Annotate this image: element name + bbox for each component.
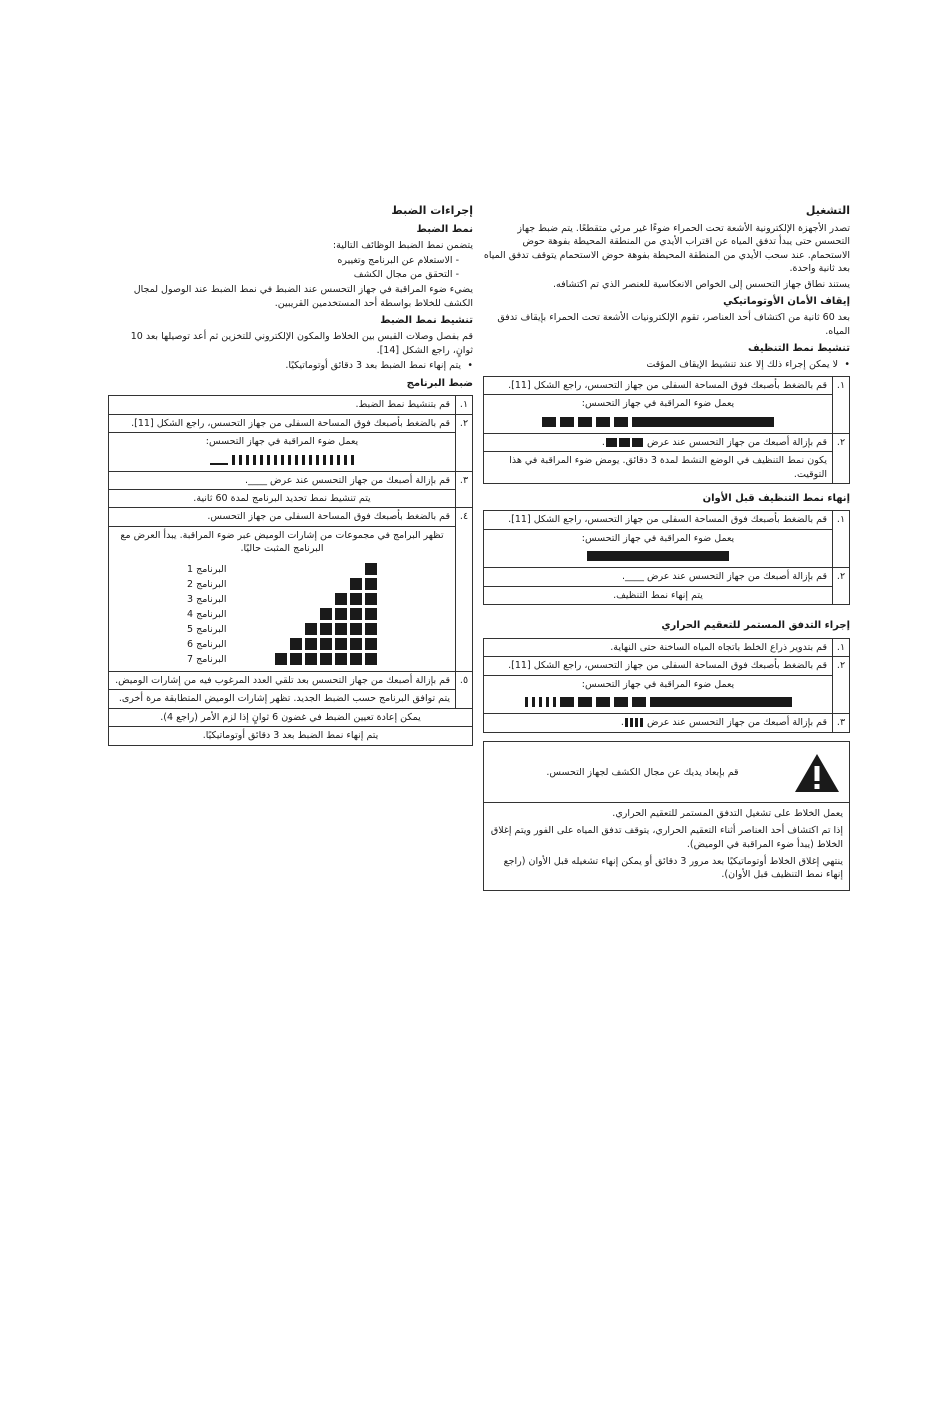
led-pattern [489,697,827,707]
led-segment [295,455,298,465]
step-text-part: قم بإزالة أصبعك من جهاز التحسس عند عرض [646,717,827,729]
mode-title: نمط الضبط [416,223,473,235]
led-segment [253,455,256,465]
table-row [484,529,850,567]
right-column [483,203,850,891]
program-row [114,652,450,667]
program-blinks [247,608,377,620]
blink-square [350,593,362,605]
program-steps-table [108,395,473,746]
program-row [114,592,450,607]
program-title: ضبط البرنامج [406,377,473,389]
led-segment [635,718,638,727]
led-segment [542,417,556,427]
led-segment [323,455,326,465]
led-segment [625,718,628,727]
step-text: قم بالضغط بأصبعك فوق المساحة السفلى من جهاز التحسس، راجع الشكل [11]. [109,414,456,432]
table-row [109,414,473,432]
blink-square [305,623,317,635]
led-segment [337,455,340,465]
step-text: قم بإزالة أصبعك من جهاز التحسس عند عرض ____. [109,471,456,489]
step-sub [484,675,833,713]
warning-body [484,803,849,890]
led-segment [578,417,592,427]
blink-square [320,608,332,620]
table-row [109,671,473,689]
warning-paragraph: ينتهي إغلاق الخلاط أوتوماتيكيًا بعد مرور 3 دقائق أو يمكن إنهاء تشغيله قبل الأوان (راجع إنهاء نمط التنظيف قبل الأوان). [503,855,843,881]
step-number: ١. [833,511,850,568]
step-sub: يتم تنشيط نمط تحديد البرنامج لمدة 60 ثانية. [109,489,456,507]
program-row [114,607,450,622]
step-text-part: . [601,436,605,448]
led-segment [232,455,235,465]
blink-square [335,623,347,635]
table-row [109,727,473,745]
program-blinks [247,653,377,665]
blink-square [365,578,377,590]
led-segment [302,455,305,465]
step-sub-text: يعمل ضوء المراقبة في جهاز التحسس: [581,678,735,690]
step-sub-text: يعمل ضوء المراقبة في جهاز التحسس: [205,436,359,448]
warning-icon [793,752,841,794]
table-row [484,568,850,586]
led-segment [614,417,628,427]
table-row [484,433,850,451]
led-segment [330,455,333,465]
step-number: ٢. [833,568,850,605]
led-segment [619,438,630,447]
program-row [114,622,450,637]
program-blinks [247,563,377,575]
warning-paragraph: إذا تم اكتشاف أحد العناصر أثناء التعقيم الحراري، يتوقف تدفق المياه على الفور ويتم إغلاق الخلاط (يبدأ ضوء المراقبة في الوميض). [490,825,843,850]
step-text: قم بإزالة أصبعك من جهاز التحسس بعد تلقي العدد المرغوب فيه من إشارات الوميض. [109,671,456,689]
blink-square [320,638,332,650]
program-blinks [247,638,377,650]
led-segment [650,697,792,707]
led-segment [288,455,291,465]
blink-square [335,653,347,665]
led-segment [316,455,319,465]
program-label: البرنامج 2 [187,578,227,590]
program-row [114,562,450,577]
blink-square [335,608,347,620]
program-blinks [247,593,377,605]
led-segment [640,718,643,727]
step-text: قم بتنشيط نمط الضبط. [109,396,456,414]
led-segment [281,455,284,465]
step-sub: يتم توافق البرنامج حسب الضبط الجديد. تظهر إشارات الوميض المتطابقة مرة أخرى. [109,690,456,708]
blink-square [350,578,362,590]
safety-body: بعد 60 ثانية من اكتشاف أحد العناصر، تقوم الإلكترونيات الأشعة تحت الحمراء بإيقاف تدفق المياه. [497,312,850,337]
mode-functions-list [108,254,473,281]
step-note: يتم إنهاء نمط الضبط بعد 3 دقائق أوتوماتيكيًا. [109,727,473,745]
program-blink-chart [114,562,450,667]
led-pattern [489,551,827,561]
step-number: ٢. [456,414,473,471]
step-number: ٢. [833,433,850,483]
blink-square [290,653,302,665]
blink-square [350,638,362,650]
blink-square [365,623,377,635]
step-sub-text: يعمل ضوء المراقبة في جهاز التحسس: [581,532,735,544]
program-row [114,577,450,592]
led-segment [260,455,263,465]
table-row [109,508,473,526]
table-row [484,395,850,433]
step-text: قم بالضغط بأصبعك فوق المساحة السفلى من جهاز التحسس، راجع الشكل [11]. [484,376,833,394]
blink-square [335,593,347,605]
step-number: ١. [833,638,850,656]
step-number: ٥. [456,671,473,708]
activate-title: تنشيط نمط الضبط [380,315,473,327]
led-segment [246,455,249,465]
led-segment [632,438,643,447]
safety-title: إيقاف الأمان الأوتوماتيكي [723,296,850,308]
mode-intro: يتضمن نمط الضبط الوظائف التالية: [332,239,473,251]
step-text [484,433,833,451]
blink-square [365,638,377,650]
table-row [109,526,473,671]
led-segment [546,697,549,707]
program-label: البرنامج 6 [187,638,227,650]
operation-title: التشغيل [805,204,850,217]
step-text: قم بالضغط بأصبعك فوق المساحة السفلى من جهاز التحسس، راجع الشكل [11]. [484,657,833,675]
step-note: يكون نمط التنظيف في الوضع النشط لمدة 3 دقائق. يومض ضوء المراقبة في هذا التوقيت. [484,452,833,484]
table-row [109,433,473,471]
led-segment [632,697,646,707]
led-segment [560,697,574,707]
led-segment [532,697,535,707]
table-row [484,376,850,394]
table-row [484,638,850,656]
table-row [109,708,473,726]
step-sub [484,529,833,567]
table-row [484,452,850,484]
blink-square [305,638,317,650]
clean-off-steps-table [483,510,850,605]
program-label: البرنامج 4 [187,608,227,620]
blink-square [365,593,377,605]
step-text [484,714,833,732]
led-segment [539,697,542,707]
operation-body-2: يستند نطاق جهاز التحسس إلى الخواص الانعكاسية للعنصر الذي تم اكتشافه. [552,278,850,290]
table-row [109,396,473,414]
blink-square [320,653,332,665]
step-note: يمكن إعادة تعيين الضبط في غضون 6 ثوانٍ إذا لزم الأمر (راجع 4). [109,708,473,726]
step-number: ٣. [456,471,473,508]
led-segment [560,417,574,427]
table-row [109,690,473,708]
blink-square [365,653,377,665]
program-row [114,637,450,652]
led-segment [274,455,277,465]
blink-square [275,653,287,665]
step-number: ١. [833,376,850,433]
blink-square [365,563,377,575]
clean-on-steps-table [483,376,850,484]
step-text: قم بالضغط بأصبعك فوق المساحة السفلى من جهاز التحسس. [109,508,456,526]
program-label: البرنامج 5 [187,623,227,635]
led-segment [525,697,528,707]
led-pattern [489,417,827,427]
blink-square [320,623,332,635]
blink-square [305,653,317,665]
thermal-steps-table [483,638,850,733]
step-text-part: قم بإزالة أصبعك من جهاز التحسس عند عرض [646,436,827,448]
warning-box [483,741,850,891]
step-number: ٢. [833,657,850,714]
left-column [108,203,473,754]
led-segment [344,455,347,465]
blink-square [335,638,347,650]
step-number: ١. [456,396,473,414]
step-note: يتم إنهاء نمط التنظيف. [484,586,833,604]
mode-body: يضيء ضوء المراقبة في جهاز التحسس عند الضبط في نمط الضبط عند الوصول لمجال الكشف للخلاط بواسطة أحد المستخدمين القريبين. [133,284,473,309]
led-segment [351,455,354,465]
blink-square [290,638,302,650]
step-number: ٣. [833,714,850,732]
led-segment [578,697,592,707]
clean-on-title: تنشيط نمط التنظيف [747,343,850,355]
step-sub-text: يعمل ضوء المراقبة في جهاز التحسس: [581,398,735,410]
program-label: البرنامج 1 [187,563,227,575]
table-row [109,489,473,507]
step-sub-text: تظهر البرامج في مجموعات من إشارات الوميض عبر ضوء المراقبة. يبدأ العرض مع البرنامج المثبت حاليًا. [120,529,444,555]
led-segment [587,551,729,561]
step-text: قم بإزالة أصبعك من جهاز التحسس عند عرض ____. [484,568,833,586]
program-label: البرنامج 7 [187,653,227,665]
warning-paragraph: يعمل الخلاط على تشغيل التدفق المستمر للتعقيم الحراري. [612,807,843,819]
warning-header [484,742,849,803]
step-text: قم بالضغط بأصبعك فوق المساحة السفلى من جهاز التحسس، راجع الشكل [11]. [484,511,833,529]
activate-body: قم بفصل وصلات القبس بين الخلاط والمكون الإلكتروني للتخزين ثم أعد توصيلها بعد 10 ثوانٍ، راجع الشكل [14]. [130,331,473,356]
table-row [109,471,473,489]
led-segment [239,455,242,465]
step-sub [109,526,456,671]
table-row [484,675,850,713]
led-segment [606,438,617,447]
clean-on-bullet: • لا يمكن إجراء ذلك إلا عند تنشيط الإيقاف المؤقت [483,358,850,371]
led-segment [210,463,228,465]
thermal-title: إجراء التدفق المستمر للتعقيم الحراري [661,620,850,632]
led-segment [614,697,628,707]
led-segment [267,455,270,465]
list-item: - التحقق من مجال الكشف [108,268,459,281]
step-text-part: . [620,717,624,729]
blink-square [365,608,377,620]
activate-bullet: • يتم إنهاء نمط الضبط بعد 3 دقائق أوتوماتيكيًا. [108,359,473,372]
blink-square [350,608,362,620]
table-row [484,586,850,604]
led-segment [630,718,633,727]
program-label: البرنامج 3 [187,593,227,605]
operation-body: تصدر الأجهزة الإلكترونية الأشعة تحت الحمراء ضوءًا غير مرئي متقطعًا. يتم ضبط جهاز التحسس حتى يبدأ تدفق المياه عن اقتراب الأيدي من المنطقة المحيطة بفوهة حوض الاستحمام. عند سحب الأيدي من المنطقة المحيطة بفوهة حوض الاستحمام يتوقف تدفق المياه بعد ثانية واحدة. [483,222,850,275]
list-item: - الاستعلام عن البرنامج وتغييره [108,254,459,267]
program-blinks [247,578,377,590]
led-segment [309,455,312,465]
table-row [484,657,850,675]
table-row [484,714,850,732]
warning-header-text: قم بإبعاد يديك عن مجال الكشف لجهاز التحسس. [546,766,739,778]
led-segment [553,697,556,707]
step-text: قم بتدوير ذراع الخلط باتجاه المياه الساخنة حتى النهاية. [484,638,833,656]
blink-square [350,653,362,665]
step-sub [109,433,456,471]
clean-off-title: إنهاء نمط التنظيف قبل الأوان [702,493,850,505]
step-number: ٤. [456,508,473,671]
led-segment [596,697,610,707]
table-row [484,511,850,529]
settings-title: إجراءات الضبط [391,204,473,217]
step-sub [484,395,833,433]
led-pattern [114,455,450,465]
led-segment [596,417,610,427]
program-blinks [247,623,377,635]
blink-square [350,623,362,635]
led-segment [632,417,774,427]
